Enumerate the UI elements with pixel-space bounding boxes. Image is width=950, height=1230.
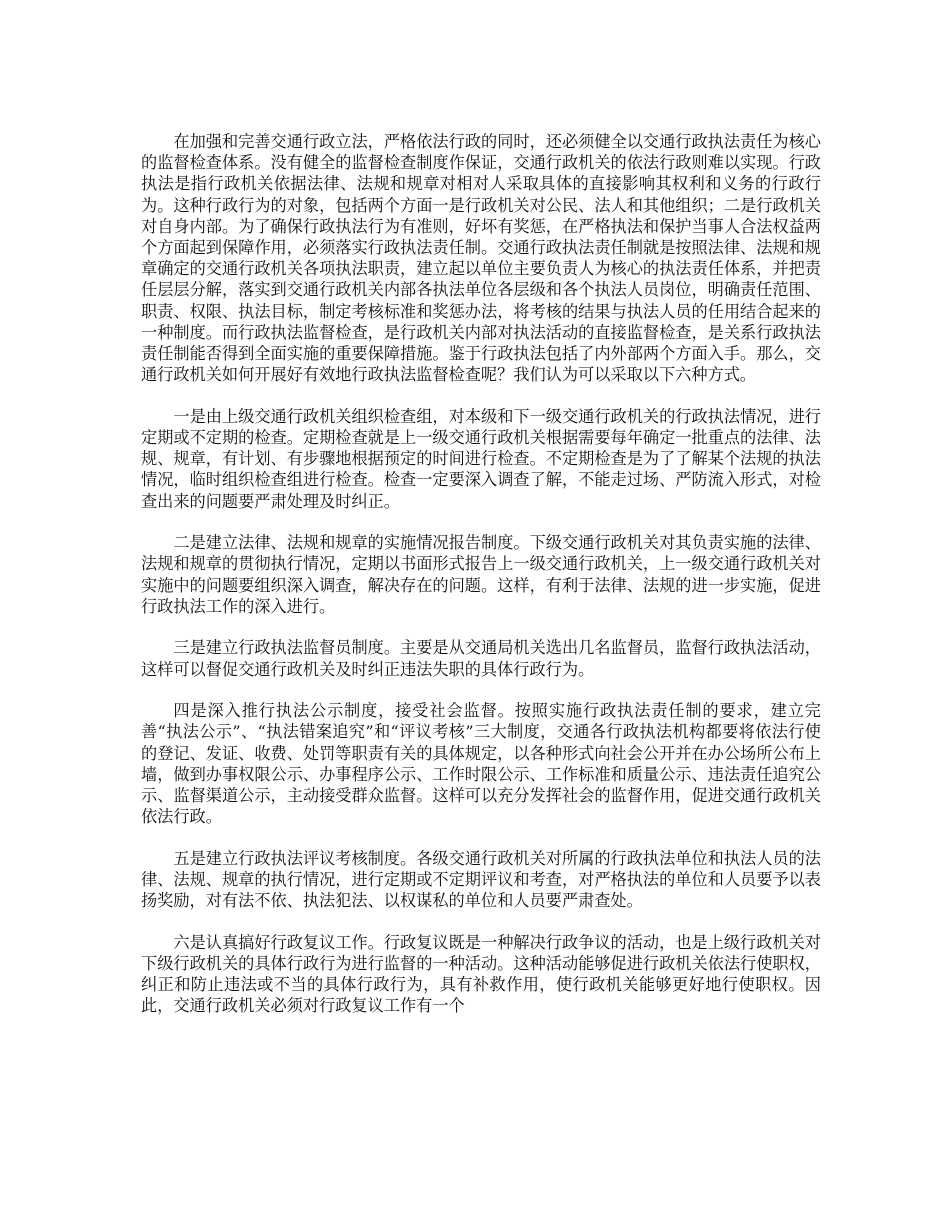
document-body (141, 131, 821, 1017)
paragraph-intro: 在加强和完善交通行政立法，严格依法行政的同时，还必须健全以交通行政执法责任为核心的监督检查体系。没有健全的监督检查制度作保证，交通行政机关的依法行政则难以实现。行政执法是指行政机关依据法律、法规和规章对相对人采取具体的直接影响其权利和义务的行政行为。这种行政行为的对象，包括两个方面一是行政机关对公民、法人和其他组织；二是行政机关对自身内部。为了确保行政执法行为有准则，好坏有奖惩，在严格执法和保护当事人合法权益两个方面起到保障作用，必须落实行政执法责任制。交通行政执法责任制就是按照法律、法规和规章确定的交通行政机关各项执法职责，建立起以单位主要负责人为核心的执法责任体系，并把责任层层分解，落实到交通行政机关内部各执法单位各层级和各个执法人员岗位，明确责任范围、职责、权限、执法目标，制定考核标准和奖惩办法，将考核的结果与执法人员的任用结合起来的一种制度。而行政执法监督检查，是行政机关内部对执法活动的直接监督检查，是关系行政执法责任制能否得到全面实施的重要保障措施。鉴于行政执法包括了内外部两个方面入手。那么，交通行政机关如何开展好有效地行政执法监督检查呢？我们认为可以采取以下六种方式。 (141, 132, 821, 385)
paragraph-method-1: 一是由上级交通行政机关组织检查组，对本级和下一级交通行政机关的行政执法情况，进行定期或不定期的检查。定期检查就是上一级交通行政机关根据需要每年确定一批重点的法律、法规、规章，有计划、有步骤地根据预定的时间进行检查。不定期检查是为了了解某个法规的执法情况，临时组织检查组进行检查。检查一定要深入调查了解，不能走过场、严防流入形式，对检查出来的问题要严肃处理及时纠正。 (141, 406, 821, 511)
paragraph-method-6: 六是认真搞好行政复议工作。行政复议既是一种解决行政争议的活动，也是上级行政机关对下级行政机关的具体行政行为进行监督的一种活动。这种活动能够促进行政机关依法行使职权，纠正和防止违法或不当的具体行政行为，具有补救作用，使行政机关能够更好地行使职权。因此，交通行政机关必须对行政复议工作有一个 (141, 932, 821, 1016)
paragraph-method-4: 四是深入推行执法公示制度，接受社会监督。按照实施行政执法责任制的要求，建立完善“执法公示”、“执法错案追究”和“评议考核”三大制度，交通各行政执法机构都要将依法行使的登记、发证、收费、处罚等职责有关的具体规定，以各种形式向社会公开并在办公场所公布上墙，做到办事权限公示、办事程序公示、工作时限公示、工作标准和质量公示、违法责任追究公示、监督渠道公示，主动接受群众监督。这样可以充分发挥社会的监督作用，促进交通行政机关依法行政。 (141, 701, 821, 827)
paragraph-method-3: 三是建立行政执法监督员制度。主要是从交通局机关选出几名监督员，监督行政执法活动，这样可以督促交通行政机关及时纠正违法失职的具体行政行为。 (141, 638, 821, 679)
paragraph-method-2: 二是建立法律、法规和规章的实施情况报告制度。下级交通行政机关对其负责实施的法律、法规和规章的贯彻执行情况，定期以书面形式报告上一级交通行政机关，上一级交通行政机关对实施中的问题要组织深入调查，解决存在的问题。这样，有利于法律、法规的进一步实施，促进行政执法工作的深入进行。 (141, 533, 821, 616)
paragraph-method-5: 五是建立行政执法评议考核制度。各级交通行政机关对所属的行政执法单位和执法人员的法律、法规、规章的执行情况，进行定期或不定期评议和考查，对严格执法的单位和人员要予以表扬奖励，对有法不依、执法犯法、以权谋私的单位和人员要严肃查处。 (141, 848, 821, 911)
